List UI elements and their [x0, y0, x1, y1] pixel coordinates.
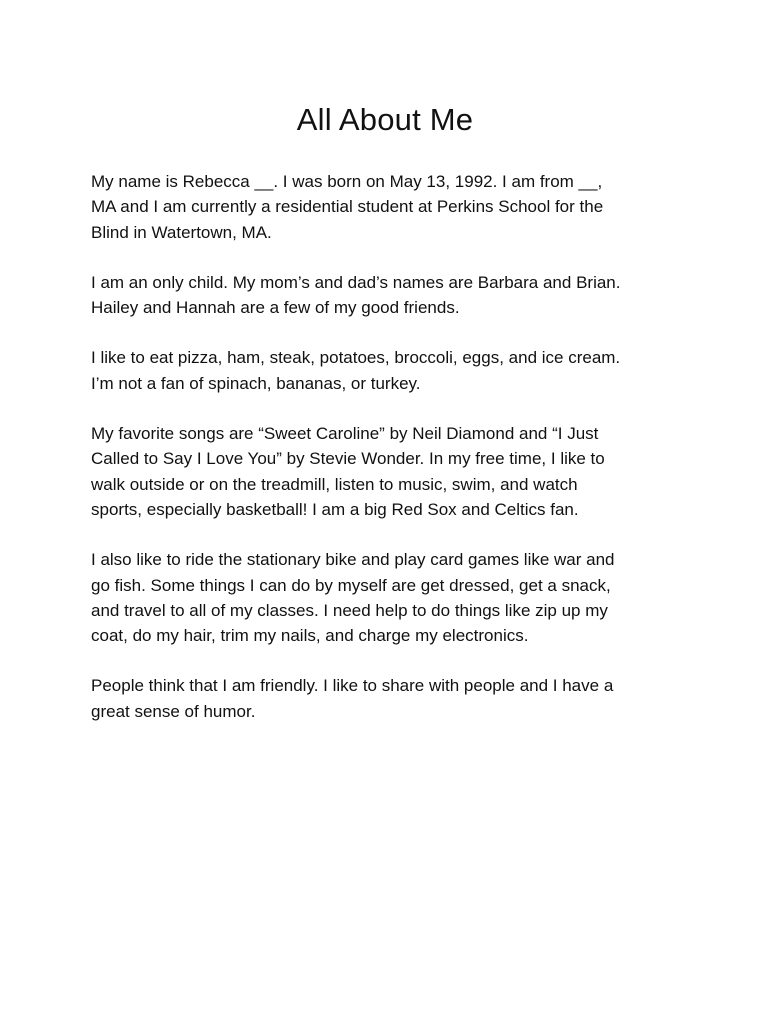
- paragraph-family: [91, 270, 691, 321]
- text-line: I’m not a fan of spinach, bananas, or turkey.: [91, 373, 421, 393]
- document-body: [91, 169, 691, 749]
- paragraph-personality: [91, 673, 691, 724]
- text-line: Blind in Watertown, MA.: [91, 222, 272, 242]
- text-line: and travel to all of my classes. I need help to do things like zip up my: [91, 600, 608, 620]
- text-line: I like to eat pizza, ham, steak, potatoes, broccoli, eggs, and ice cream.: [91, 348, 621, 368]
- paragraph-music-hobbies: [91, 421, 691, 522]
- text-line: I also like to ride the stationary bike and play card games like war and: [91, 550, 615, 570]
- text-line: My favorite songs are “Sweet Caroline” by Neil Diamond and “I Just: [91, 424, 599, 444]
- text-line: People think that I am friendly. I like to share with people and I have a: [91, 676, 614, 696]
- text-line: Called to Say I Love You” by Stevie Wonder. In my free time, I like to: [91, 449, 605, 469]
- text-line: MA and I am currently a residential student at Perkins School for the: [91, 197, 604, 217]
- paragraph-intro: [91, 169, 691, 245]
- text-line: I am an only child. My mom’s and dad’s names are Barbara and Brian.: [91, 272, 621, 292]
- text-line: coat, do my hair, trim my nails, and charge my electronics.: [91, 626, 529, 646]
- page-title: All About Me: [296, 102, 474, 137]
- text-line: walk outside or on the treadmill, listen to music, swim, and watch: [91, 474, 578, 494]
- text-line: great sense of humor.: [91, 701, 256, 721]
- text-line: Hailey and Hannah are a few of my good friends.: [91, 298, 460, 318]
- text-line: My name is Rebecca __. I was born on May 13, 1992. I am from __,: [91, 172, 603, 191]
- paragraph-food: [91, 345, 691, 396]
- text-line: go fish. Some things I can do by myself are get dressed, get a snack,: [91, 575, 611, 595]
- text-line: sports, especially basketball! I am a big Red Sox and Celtics fan.: [91, 499, 579, 519]
- paragraph-activities: [91, 547, 691, 648]
